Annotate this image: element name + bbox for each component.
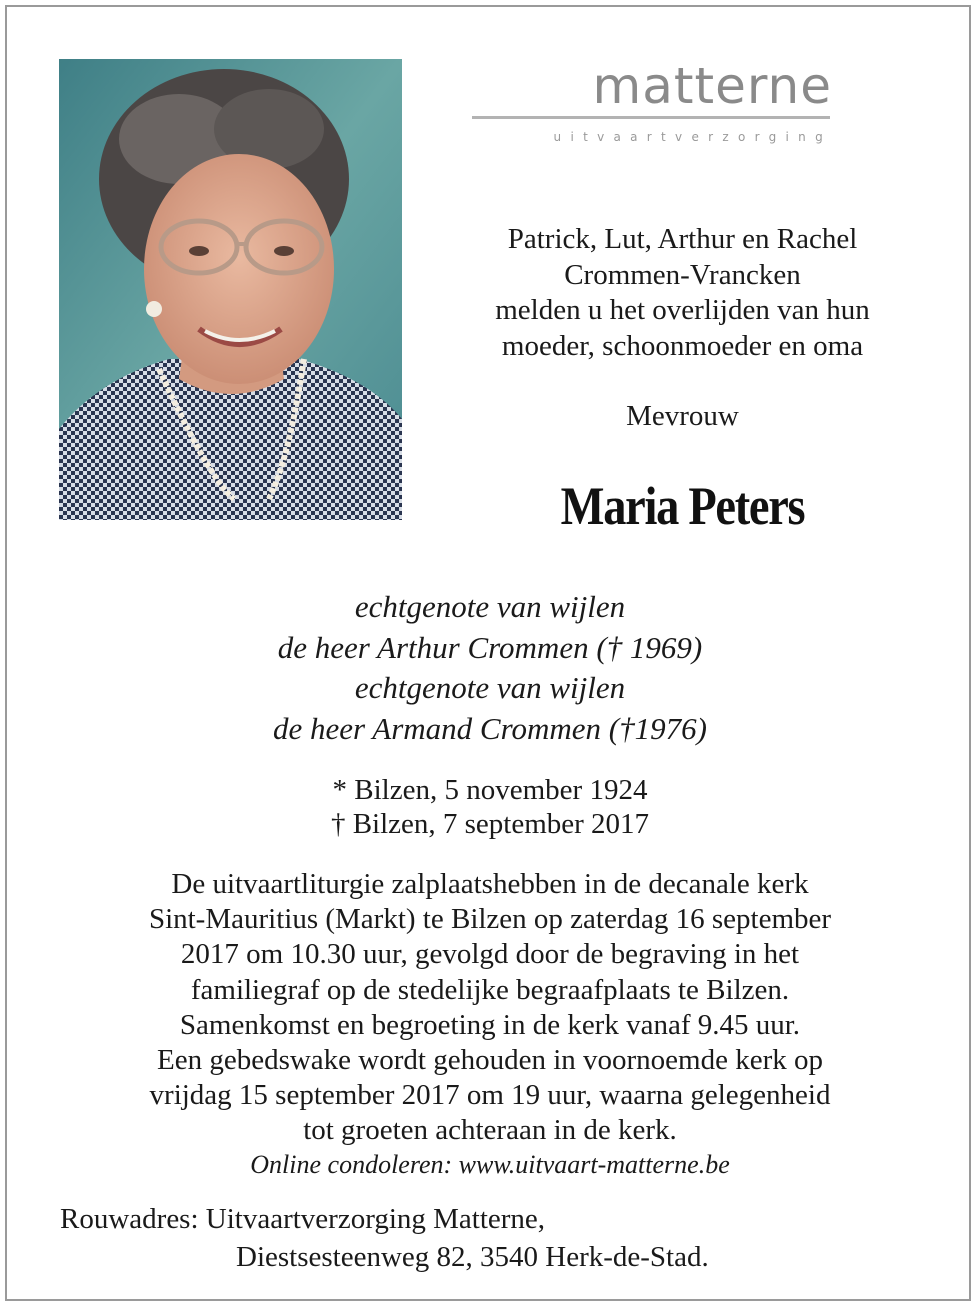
spouse-line: de heer Arthur Crommen († 1969) <box>277 629 703 665</box>
ceremony-line: familiegraf op de stedelijke begraafplaats te Bilzen. <box>190 973 790 1006</box>
ceremony-details <box>30 867 950 1149</box>
portrait-photo-icon <box>59 59 402 520</box>
announcement-line: Crommen-Vrancken <box>564 258 801 291</box>
ceremony-line: tot groeten achteraan in de kerk. <box>303 1114 677 1147</box>
online-condolence: Online condoleren: www.uitvaart-matterne.be <box>250 1150 730 1179</box>
announcement-line: Patrick, Lut, Arthur en Rachel <box>507 223 858 255</box>
portrait-photo <box>59 59 402 520</box>
spouses-block <box>0 587 980 749</box>
ceremony-line: De uitvaartliturgie zalplaatshebben in de decanale kerk <box>171 868 809 900</box>
life-dates <box>0 773 980 841</box>
ceremony-line: Samenkomst en begroeting in de kerk vanaf 9.45 uur. <box>179 1008 801 1041</box>
ceremony-line: 2017 om 10.30 uur, gevolgd door de begraving in het <box>180 938 800 971</box>
mourning-address-line2: Diestsesteenweg 82, 3540 Herk-de-Stad. <box>236 1241 709 1273</box>
logo-rule <box>472 116 830 119</box>
ceremony-line: Een gebedswake wordt gehouden in voornoemde kerk op <box>157 1044 823 1077</box>
death-date: † Bilzen, 7 september 2017 <box>330 808 650 840</box>
announcement <box>420 222 945 364</box>
logo-tagline: uitvaartverzorging <box>553 130 832 144</box>
deceased-name: Maria Peters <box>560 476 805 536</box>
mourning-address-line1: Rouwadres: Uitvaartverzorging Matterne, <box>60 1203 546 1235</box>
birth-date: * Bilzen, 5 november 1924 <box>332 774 648 806</box>
announcement-line: moeder, schoonmoeder en oma <box>501 329 864 362</box>
funeral-home-logo <box>472 58 832 152</box>
honorific-title: Mevrouw <box>626 400 739 432</box>
spouse-line: echtgenote van wijlen <box>354 670 626 705</box>
ceremony-line: Sint-Mauritius (Markt) te Bilzen op zaterdag 16 september <box>148 903 832 936</box>
ceremony-line: vrijdag 15 september 2017 om 19 uur, waarna gelegenheid <box>149 1079 831 1112</box>
logo-name: matterne <box>592 57 832 115</box>
spouse-line: de heer Armand Crommen (†1976) <box>273 710 707 746</box>
spouse-line: echtgenote van wijlen <box>354 589 626 624</box>
announcement-line: melden u het overlijden van hun <box>495 294 870 326</box>
